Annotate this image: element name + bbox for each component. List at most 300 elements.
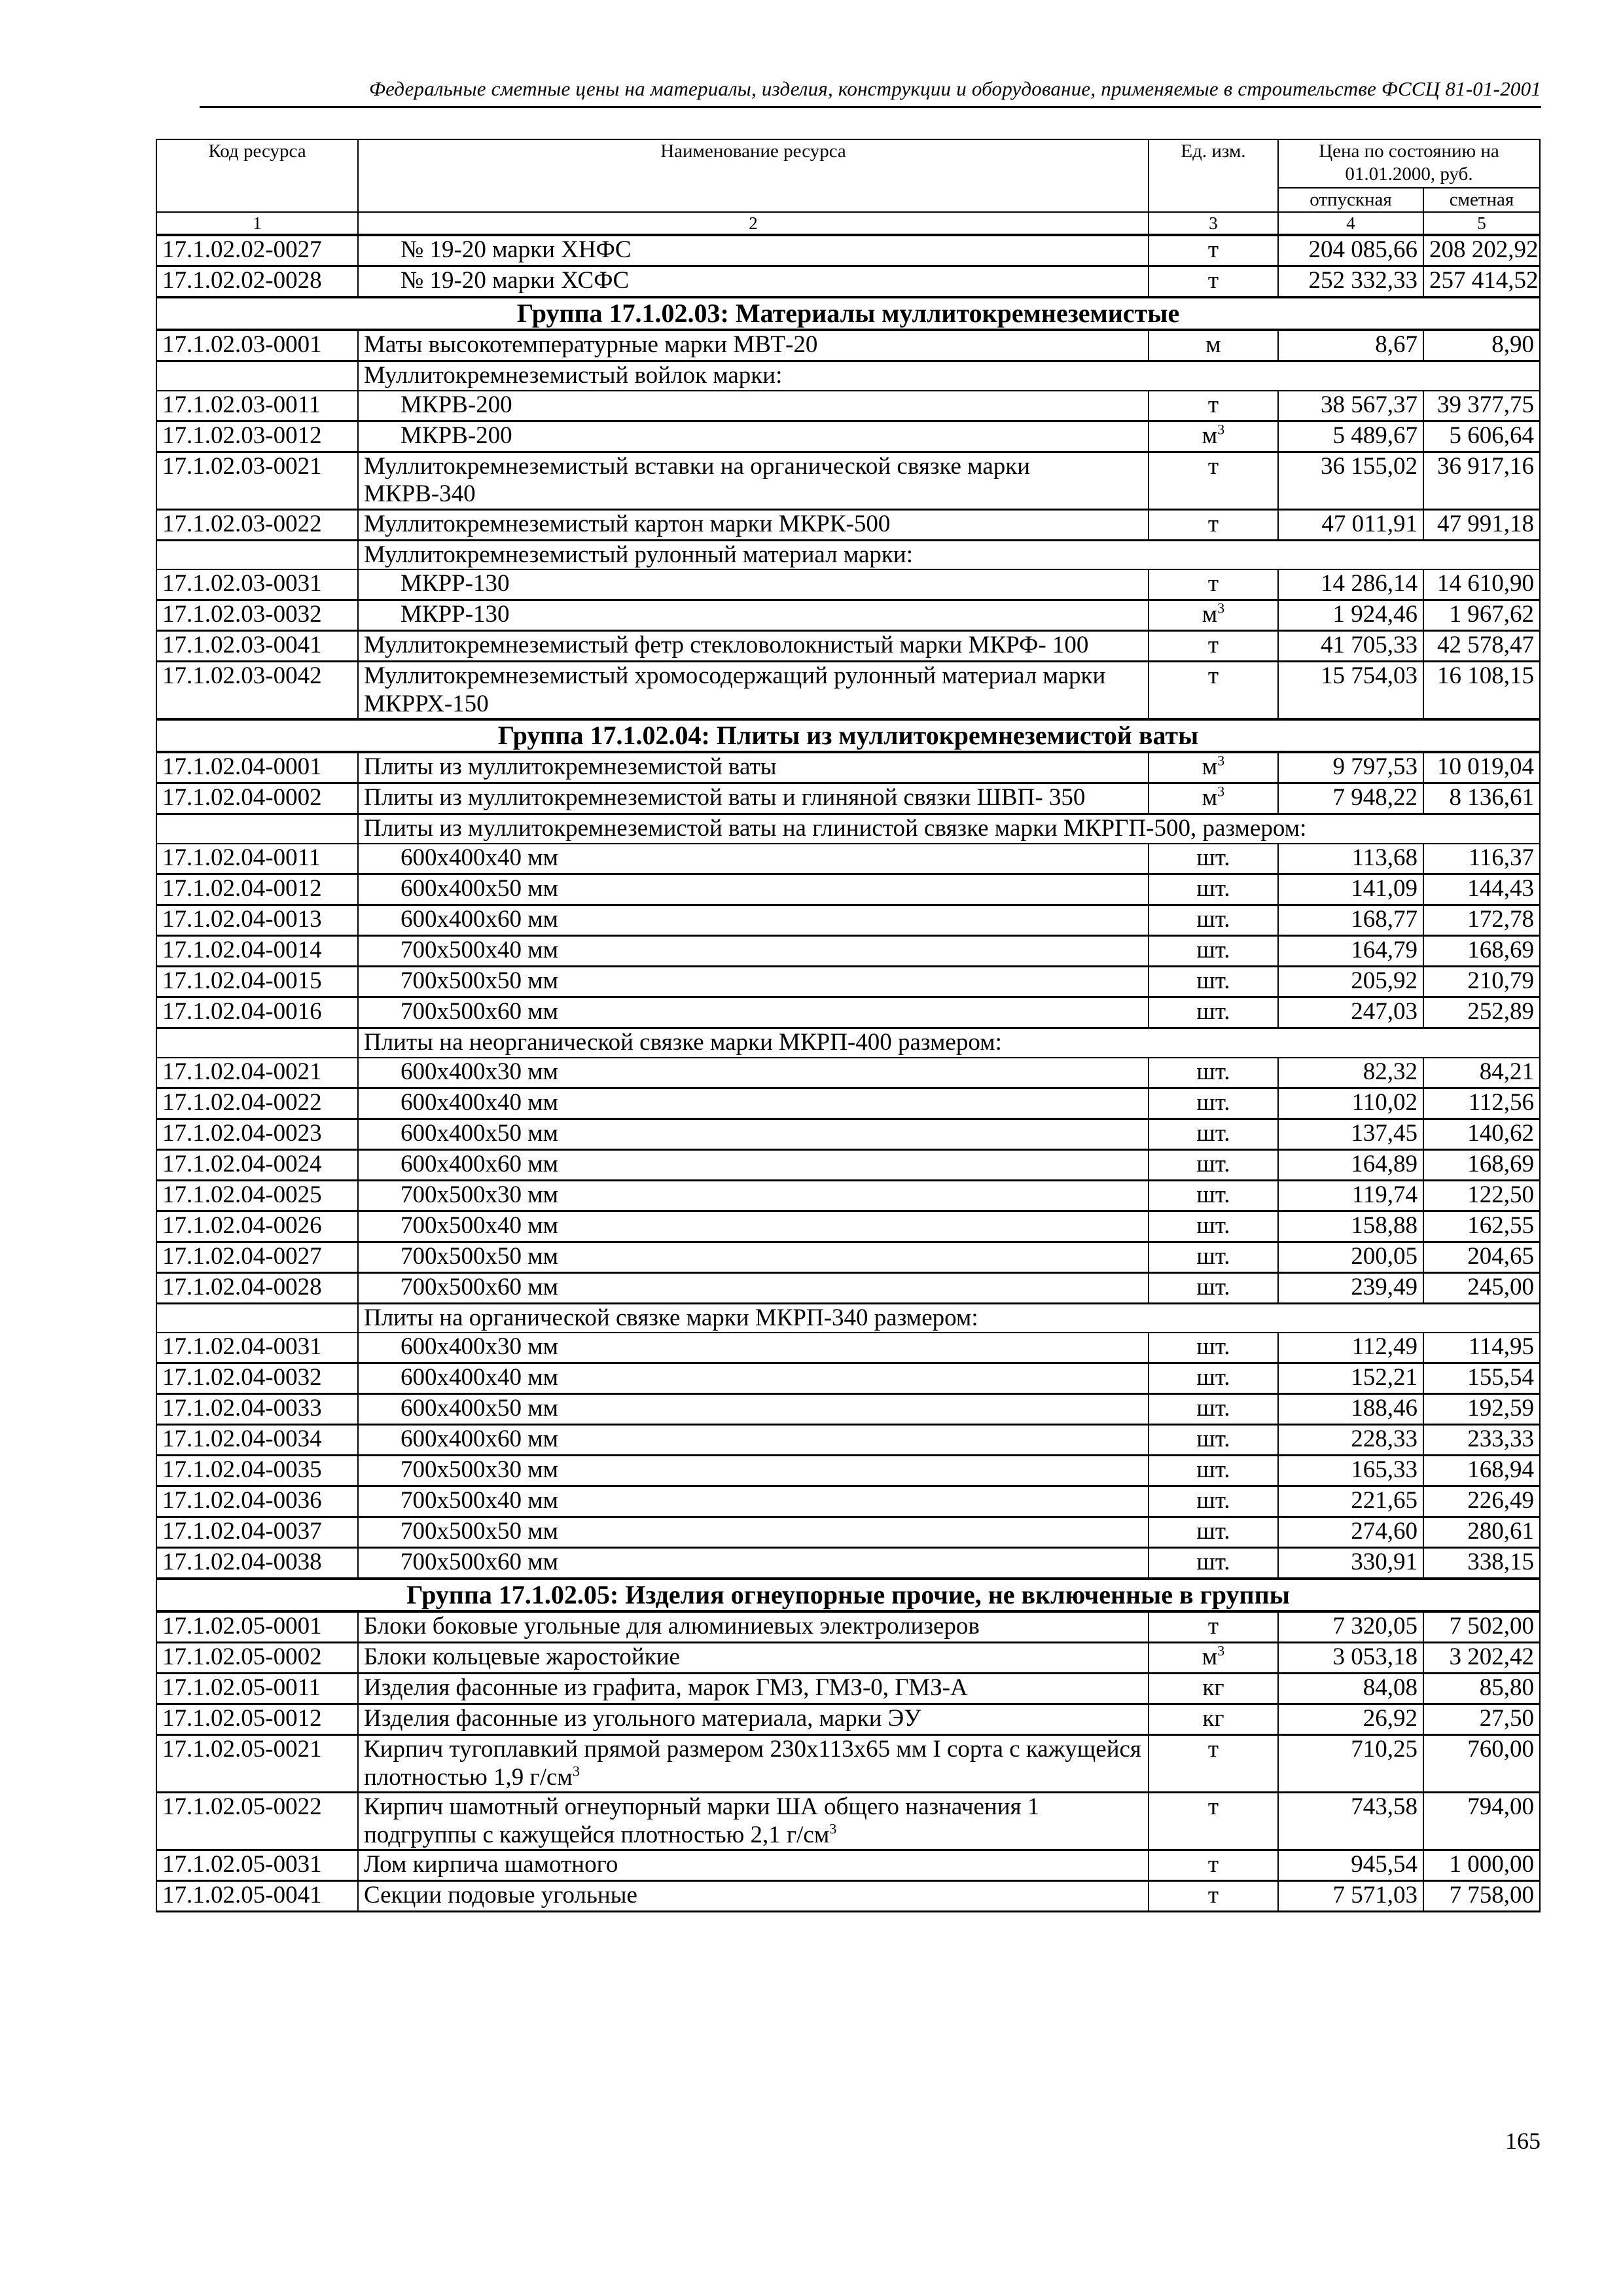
subgroup-title: Муллитокремнеземистый рулонный материал марки: — [358, 540, 1540, 569]
resource-name-text: 600х400х50 мм — [401, 875, 559, 903]
table-row — [156, 1643, 1540, 1674]
resource-name-text: 700х500х30 мм — [401, 1181, 559, 1208]
header-code: Код ресурса — [156, 139, 358, 212]
price-estimate: 162,55 — [1423, 1211, 1540, 1242]
unit — [1149, 1674, 1278, 1704]
unit-text: шт. — [1196, 1150, 1230, 1177]
unit — [1149, 1735, 1278, 1793]
header-unit: Ед. изм. — [1149, 139, 1278, 212]
unit-text: т — [1207, 267, 1219, 295]
resource-name — [358, 330, 1149, 361]
superscript: 3 — [829, 1820, 837, 1837]
table-row — [156, 1735, 1540, 1793]
resource-name-text: Секции подовые угольные — [364, 1882, 637, 1909]
unit — [1149, 1486, 1278, 1517]
table-row — [156, 1548, 1540, 1579]
resource-name-text: 600х400х60 мм — [401, 1426, 559, 1453]
resource-name-text: Маты высокотемпературные марки МВТ-20 — [364, 331, 818, 359]
unit-text: т — [1207, 391, 1219, 418]
superscript: 3 — [1217, 1642, 1225, 1659]
resource-name-text: Изделия фасонные из графита, марок ГМЗ, ГМЗ-0, ГМЗ-А — [364, 1674, 968, 1702]
col-number-5: 5 — [1423, 212, 1540, 235]
resource-name — [358, 1548, 1149, 1579]
unit — [1149, 967, 1278, 997]
resource-name — [358, 1456, 1149, 1486]
price-release: 119,74 — [1278, 1180, 1423, 1211]
price-release: 158,88 — [1278, 1211, 1423, 1242]
price-release: 221,65 — [1278, 1486, 1423, 1517]
table-row — [156, 391, 1540, 422]
page-number: 165 — [1505, 2128, 1541, 2154]
table-row — [156, 1793, 1540, 1850]
resource-code: 17.1.02.03-0042 — [156, 662, 358, 720]
unit — [1149, 1363, 1278, 1394]
unit-text: т — [1207, 1736, 1219, 1763]
group-title: Группа 17.1.02.04: Плиты из муллитокремнеземистой ваты — [156, 719, 1540, 752]
resource-code: 17.1.02.04-0002 — [156, 783, 358, 814]
resource-code: 17.1.02.04-0027 — [156, 1242, 358, 1272]
table-row — [156, 1456, 1540, 1486]
price-estimate: 204,65 — [1423, 1242, 1540, 1272]
resource-name — [358, 1242, 1149, 1272]
resource-code: 17.1.02.03-0031 — [156, 569, 358, 600]
price-table — [156, 139, 1541, 1912]
price-release: 200,05 — [1278, 1242, 1423, 1272]
price-release: 188,46 — [1278, 1394, 1423, 1425]
unit-text: т — [1207, 570, 1219, 598]
price-estimate: 233,33 — [1423, 1425, 1540, 1456]
price-release: 3 053,18 — [1278, 1643, 1423, 1674]
price-estimate: 39 377,75 — [1423, 391, 1540, 422]
subgroup-header-row — [156, 361, 1540, 391]
price-release: 743,58 — [1278, 1793, 1423, 1850]
unit-text: шт. — [1196, 937, 1230, 964]
price-release: 84,08 — [1278, 1674, 1423, 1704]
resource-code: 17.1.02.04-0001 — [156, 752, 358, 783]
resource-code: 17.1.02.04-0032 — [156, 1363, 358, 1394]
resource-name — [358, 235, 1149, 266]
resource-code: 17.1.02.04-0021 — [156, 1058, 358, 1088]
group-title: Группа 17.1.02.03: Материалы муллитокремнеземистые — [156, 297, 1540, 330]
unit — [1149, 662, 1278, 720]
subgroup-header-row — [156, 1303, 1540, 1333]
resource-code: 17.1.02.04-0016 — [156, 997, 358, 1028]
unit — [1149, 600, 1278, 631]
price-estimate: 1 967,62 — [1423, 600, 1540, 631]
unit — [1149, 330, 1278, 361]
resource-code: 17.1.02.04-0012 — [156, 874, 358, 905]
resource-name — [358, 1119, 1149, 1149]
price-estimate: 257 414,52 — [1423, 266, 1540, 298]
resource-name-text: № 19-20 марки ХСФС — [401, 267, 630, 295]
unit-text: кг — [1202, 1674, 1224, 1702]
resource-name-text: 600х400х60 мм — [401, 1150, 559, 1177]
price-release: 137,45 — [1278, 1119, 1423, 1149]
resource-name-text: 700х500х60 мм — [401, 998, 559, 1026]
table-row — [156, 1242, 1540, 1272]
price-estimate: 168,69 — [1423, 936, 1540, 967]
price-estimate: 192,59 — [1423, 1394, 1540, 1425]
col-number-2: 2 — [358, 212, 1149, 235]
resource-name-text: 700х500х30 мм — [401, 1456, 559, 1484]
superscript: 3 — [1217, 783, 1225, 800]
unit-text: шт. — [1196, 1058, 1230, 1085]
resource-name-text: № 19-20 марки ХНФС — [401, 236, 632, 264]
group-header-row — [156, 1579, 1540, 1611]
resource-name — [358, 391, 1149, 422]
price-release: 47 011,91 — [1278, 509, 1423, 540]
unit-text: т — [1207, 632, 1219, 659]
table-row — [156, 1394, 1540, 1425]
unit-text: м — [1202, 601, 1218, 628]
resource-name — [358, 1850, 1149, 1881]
superscript: 3 — [1217, 421, 1225, 438]
price-release: 36 155,02 — [1278, 452, 1423, 509]
unit-text: м — [1205, 331, 1221, 359]
resource-name — [358, 1394, 1149, 1425]
header-price-release: отпускная — [1278, 188, 1423, 212]
resource-code: 17.1.02.04-0031 — [156, 1333, 358, 1363]
unit — [1149, 1456, 1278, 1486]
unit-text: шт. — [1196, 1426, 1230, 1453]
price-release: 330,91 — [1278, 1548, 1423, 1579]
resource-code: 17.1.02.05-0002 — [156, 1643, 358, 1674]
resource-code: 17.1.02.04-0036 — [156, 1486, 358, 1517]
resource-name — [358, 1704, 1149, 1735]
col-number-1: 1 — [156, 212, 358, 235]
price-release: 7 320,05 — [1278, 1611, 1423, 1643]
empty-code-cell — [156, 540, 358, 569]
price-estimate: 245,00 — [1423, 1272, 1540, 1303]
resource-name — [358, 1643, 1149, 1674]
price-estimate: 144,43 — [1423, 874, 1540, 905]
price-release: 164,89 — [1278, 1149, 1423, 1180]
empty-code-cell — [156, 1303, 358, 1333]
resource-name-text: Муллитокремнеземистый вставки на органической связке марки МКРВ-340 — [364, 452, 1031, 508]
unit-text: шт. — [1196, 967, 1230, 995]
resource-name — [358, 936, 1149, 967]
price-release: 8,67 — [1278, 330, 1423, 361]
price-release: 274,60 — [1278, 1517, 1423, 1548]
table-row — [156, 1119, 1540, 1149]
resource-name-text: 600х400х30 мм — [401, 1058, 559, 1085]
price-release: 239,49 — [1278, 1272, 1423, 1303]
unit — [1149, 452, 1278, 509]
resource-name — [358, 1149, 1149, 1180]
price-estimate: 155,54 — [1423, 1363, 1540, 1394]
resource-name-text: 700х500х40 мм — [401, 1211, 559, 1239]
unit-text: т — [1207, 1882, 1219, 1909]
superscript: 3 — [1217, 753, 1225, 770]
price-estimate: 3 202,42 — [1423, 1643, 1540, 1674]
price-estimate: 1 000,00 — [1423, 1850, 1540, 1881]
unit-text: м — [1202, 753, 1218, 781]
table-row — [156, 844, 1540, 874]
resource-name-text: Муллитокремнеземистый картон марки МКРК-500 — [364, 510, 891, 537]
unit-text: кг — [1202, 1705, 1224, 1732]
resource-code: 17.1.02.04-0023 — [156, 1119, 358, 1149]
unit-text: шт. — [1196, 1119, 1230, 1147]
header-rule — [200, 106, 1541, 108]
price-estimate: 16 108,15 — [1423, 662, 1540, 720]
table-row — [156, 1517, 1540, 1548]
table-row — [156, 1149, 1540, 1180]
subgroup-title: Плиты из муллитокремнеземистой ваты на глинистой связке марки МКРГП-500, размером: — [358, 814, 1540, 844]
unit — [1149, 391, 1278, 422]
price-estimate: 140,62 — [1423, 1119, 1540, 1149]
unit-text: шт. — [1196, 1273, 1230, 1300]
resource-name — [358, 1425, 1149, 1456]
subgroup-header-row — [156, 540, 1540, 569]
resource-name-text: 600х400х50 мм — [401, 1395, 559, 1422]
subgroup-title: Плиты на органической связке марки МКРП-340 размером: — [358, 1303, 1540, 1333]
price-release: 7 948,22 — [1278, 783, 1423, 814]
resource-name — [358, 1058, 1149, 1088]
unit-text: шт. — [1196, 906, 1230, 933]
unit-text: шт. — [1196, 875, 1230, 903]
resource-code: 17.1.02.04-0013 — [156, 905, 358, 936]
resource-name — [358, 1333, 1149, 1363]
price-estimate: 47 991,18 — [1423, 509, 1540, 540]
resource-name-text: МКРВ-200 — [401, 391, 512, 418]
resource-name-text: 700х500х50 мм — [401, 1518, 559, 1545]
resource-name — [358, 1793, 1149, 1850]
resource-name-text: 600х400х30 мм — [401, 1333, 559, 1361]
resource-code: 17.1.02.05-0022 — [156, 1793, 358, 1850]
table-row — [156, 509, 1540, 540]
price-estimate: 338,15 — [1423, 1548, 1540, 1579]
unit-text: шт. — [1196, 1364, 1230, 1391]
resource-name — [358, 997, 1149, 1028]
table-row — [156, 936, 1540, 967]
price-release: 26,92 — [1278, 1704, 1423, 1735]
unit — [1149, 235, 1278, 266]
resource-code: 17.1.02.04-0011 — [156, 844, 358, 874]
unit — [1149, 1058, 1278, 1088]
table-row — [156, 1486, 1540, 1517]
col-number-3: 3 — [1149, 212, 1278, 235]
resource-name — [358, 967, 1149, 997]
unit — [1149, 421, 1278, 452]
price-estimate: 14 610,90 — [1423, 569, 1540, 600]
price-estimate: 210,79 — [1423, 967, 1540, 997]
unit — [1149, 1149, 1278, 1180]
price-release: 9 797,53 — [1278, 752, 1423, 783]
resource-name-text: Плиты из муллитокремнеземистой ваты — [364, 753, 777, 781]
resource-code: 17.1.02.05-0021 — [156, 1735, 358, 1793]
price-estimate: 36 917,16 — [1423, 452, 1540, 509]
price-release: 247,03 — [1278, 997, 1423, 1028]
unit — [1149, 1517, 1278, 1548]
price-estimate: 7 758,00 — [1423, 1881, 1540, 1912]
price-estimate: 794,00 — [1423, 1793, 1540, 1850]
unit-text: т — [1207, 662, 1219, 690]
resource-code: 17.1.02.05-0012 — [156, 1704, 358, 1735]
unit — [1149, 1119, 1278, 1149]
price-estimate: 280,61 — [1423, 1517, 1540, 1548]
price-release: 164,79 — [1278, 936, 1423, 967]
table-row — [156, 1881, 1540, 1912]
table-row — [156, 600, 1540, 631]
price-estimate: 114,95 — [1423, 1333, 1540, 1363]
resource-code: 17.1.02.04-0035 — [156, 1456, 358, 1486]
unit — [1149, 874, 1278, 905]
price-release: 1 924,46 — [1278, 600, 1423, 631]
price-estimate: 42 578,47 — [1423, 631, 1540, 662]
table-row — [156, 752, 1540, 783]
table-row — [156, 1088, 1540, 1119]
unit — [1149, 997, 1278, 1028]
price-release: 113,68 — [1278, 844, 1423, 874]
price-estimate: 760,00 — [1423, 1735, 1540, 1793]
resource-name-text: Изделия фасонные из угольного материала, марки ЭУ — [364, 1705, 921, 1732]
resource-code: 17.1.02.03-0041 — [156, 631, 358, 662]
resource-code: 17.1.02.04-0037 — [156, 1517, 358, 1548]
resource-code: 17.1.02.05-0031 — [156, 1850, 358, 1881]
resource-name-text: 700х500х40 мм — [401, 937, 559, 964]
unit — [1149, 1850, 1278, 1881]
price-estimate: 7 502,00 — [1423, 1611, 1540, 1643]
table-row — [156, 421, 1540, 452]
resource-name — [358, 1735, 1149, 1793]
price-release: 141,09 — [1278, 874, 1423, 905]
unit-text: шт. — [1196, 1088, 1230, 1116]
resource-name — [358, 569, 1149, 600]
unit-text: шт. — [1196, 1211, 1230, 1239]
unit — [1149, 1088, 1278, 1119]
table-row — [156, 997, 1540, 1028]
table-row — [156, 235, 1540, 266]
table-row — [156, 452, 1540, 509]
subgroup-title: Плиты на неорганической связке марки МКРП-400 размером: — [358, 1028, 1540, 1058]
price-release: 82,32 — [1278, 1058, 1423, 1088]
price-estimate: 168,69 — [1423, 1149, 1540, 1180]
resource-code: 17.1.02.04-0038 — [156, 1548, 358, 1579]
unit — [1149, 1272, 1278, 1303]
resource-name — [358, 874, 1149, 905]
resource-code: 17.1.02.03-0012 — [156, 421, 358, 452]
resource-name — [358, 266, 1149, 298]
unit-text: шт. — [1196, 1456, 1230, 1484]
resource-code: 17.1.02.02-0027 — [156, 235, 358, 266]
price-estimate: 84,21 — [1423, 1058, 1540, 1088]
unit-text: т — [1207, 510, 1219, 537]
header-price-group: Цена по состоянию на 01.01.2000, руб. — [1278, 139, 1540, 188]
resource-name-text: МКРР-130 — [401, 570, 510, 598]
price-estimate: 172,78 — [1423, 905, 1540, 936]
superscript: 3 — [572, 1763, 580, 1780]
unit-text: т — [1207, 1613, 1219, 1640]
resource-name-text: 600х400х50 мм — [401, 1119, 559, 1147]
table-row — [156, 1272, 1540, 1303]
price-release: 41 705,33 — [1278, 631, 1423, 662]
resource-name-text: Кирпич тугоплавкий прямой размером 230х113х65 мм I сорта с кажущейся плотностью 1,9 г/см — [364, 1736, 1141, 1791]
table-row — [156, 967, 1540, 997]
subgroup-header-row — [156, 814, 1540, 844]
resource-name-text: Блоки боковые угольные для алюминиевых электролизеров — [364, 1613, 980, 1640]
unit-text: шт. — [1196, 1181, 1230, 1208]
price-release: 5 489,67 — [1278, 421, 1423, 452]
resource-code: 17.1.02.02-0028 — [156, 266, 358, 298]
unit — [1149, 569, 1278, 600]
price-release: 252 332,33 — [1278, 266, 1423, 298]
unit-text: шт. — [1196, 1242, 1230, 1270]
resource-name-text: Блоки кольцевые жаростойкие — [364, 1643, 680, 1671]
table-row — [156, 266, 1540, 298]
table-row — [156, 1674, 1540, 1704]
resource-name — [358, 1881, 1149, 1912]
table-row — [156, 1180, 1540, 1211]
unit — [1149, 1793, 1278, 1850]
resource-name — [358, 509, 1149, 540]
resource-code: 17.1.02.04-0015 — [156, 967, 358, 997]
price-release: 165,33 — [1278, 1456, 1423, 1486]
resource-code: 17.1.02.03-0022 — [156, 509, 358, 540]
resource-name — [358, 452, 1149, 509]
unit-text: шт. — [1196, 998, 1230, 1026]
unit — [1149, 1242, 1278, 1272]
table-row — [156, 330, 1540, 361]
resource-name-text: Кирпич шамотный огнеупорный марки ША общего назначения 1 подгруппы с кажущейся плотностью 2,1 г/см — [364, 1793, 1040, 1848]
price-release: 110,02 — [1278, 1088, 1423, 1119]
price-estimate: 8,90 — [1423, 330, 1540, 361]
resource-name — [358, 1517, 1149, 1548]
resource-name — [358, 421, 1149, 452]
table-row — [156, 1704, 1540, 1735]
resource-name — [358, 1486, 1149, 1517]
price-release: 710,25 — [1278, 1735, 1423, 1793]
resource-name-text: Муллитокремнеземистый хромосодержащий рулонный материал марки МКРРХ-150 — [364, 662, 1106, 717]
price-estimate: 226,49 — [1423, 1486, 1540, 1517]
price-estimate: 116,37 — [1423, 844, 1540, 874]
table-row — [156, 631, 1540, 662]
group-title: Группа 17.1.02.05: Изделия огнеупорные прочие, не включенные в группы — [156, 1579, 1540, 1611]
resource-name — [358, 631, 1149, 662]
resource-name — [358, 1180, 1149, 1211]
unit — [1149, 1180, 1278, 1211]
price-estimate: 8 136,61 — [1423, 783, 1540, 814]
resource-code: 17.1.02.04-0028 — [156, 1272, 358, 1303]
table-row — [156, 874, 1540, 905]
resource-name-text: 600х400х40 мм — [401, 1088, 559, 1116]
price-estimate: 122,50 — [1423, 1180, 1540, 1211]
table-row — [156, 905, 1540, 936]
unit-text: т — [1207, 1793, 1219, 1821]
group-header-row — [156, 297, 1540, 330]
price-release: 205,92 — [1278, 967, 1423, 997]
resource-code: 17.1.02.03-0001 — [156, 330, 358, 361]
unit — [1149, 1704, 1278, 1735]
resource-name — [358, 1363, 1149, 1394]
resource-name — [358, 1674, 1149, 1704]
resource-name — [358, 905, 1149, 936]
resource-code: 17.1.02.04-0014 — [156, 936, 358, 967]
resource-name — [358, 844, 1149, 874]
unit — [1149, 844, 1278, 874]
price-release: 168,77 — [1278, 905, 1423, 936]
table-row — [156, 662, 1540, 720]
resource-name — [358, 1611, 1149, 1643]
price-estimate: 252,89 — [1423, 997, 1540, 1028]
price-release: 945,54 — [1278, 1850, 1423, 1881]
unit-text: т — [1207, 236, 1219, 264]
header-name: Наименование ресурса — [358, 139, 1149, 212]
unit — [1149, 783, 1278, 814]
resource-name-text: МКРВ-200 — [401, 422, 512, 449]
unit — [1149, 1611, 1278, 1643]
price-release: 7 571,03 — [1278, 1881, 1423, 1912]
unit-text: шт. — [1196, 1395, 1230, 1422]
